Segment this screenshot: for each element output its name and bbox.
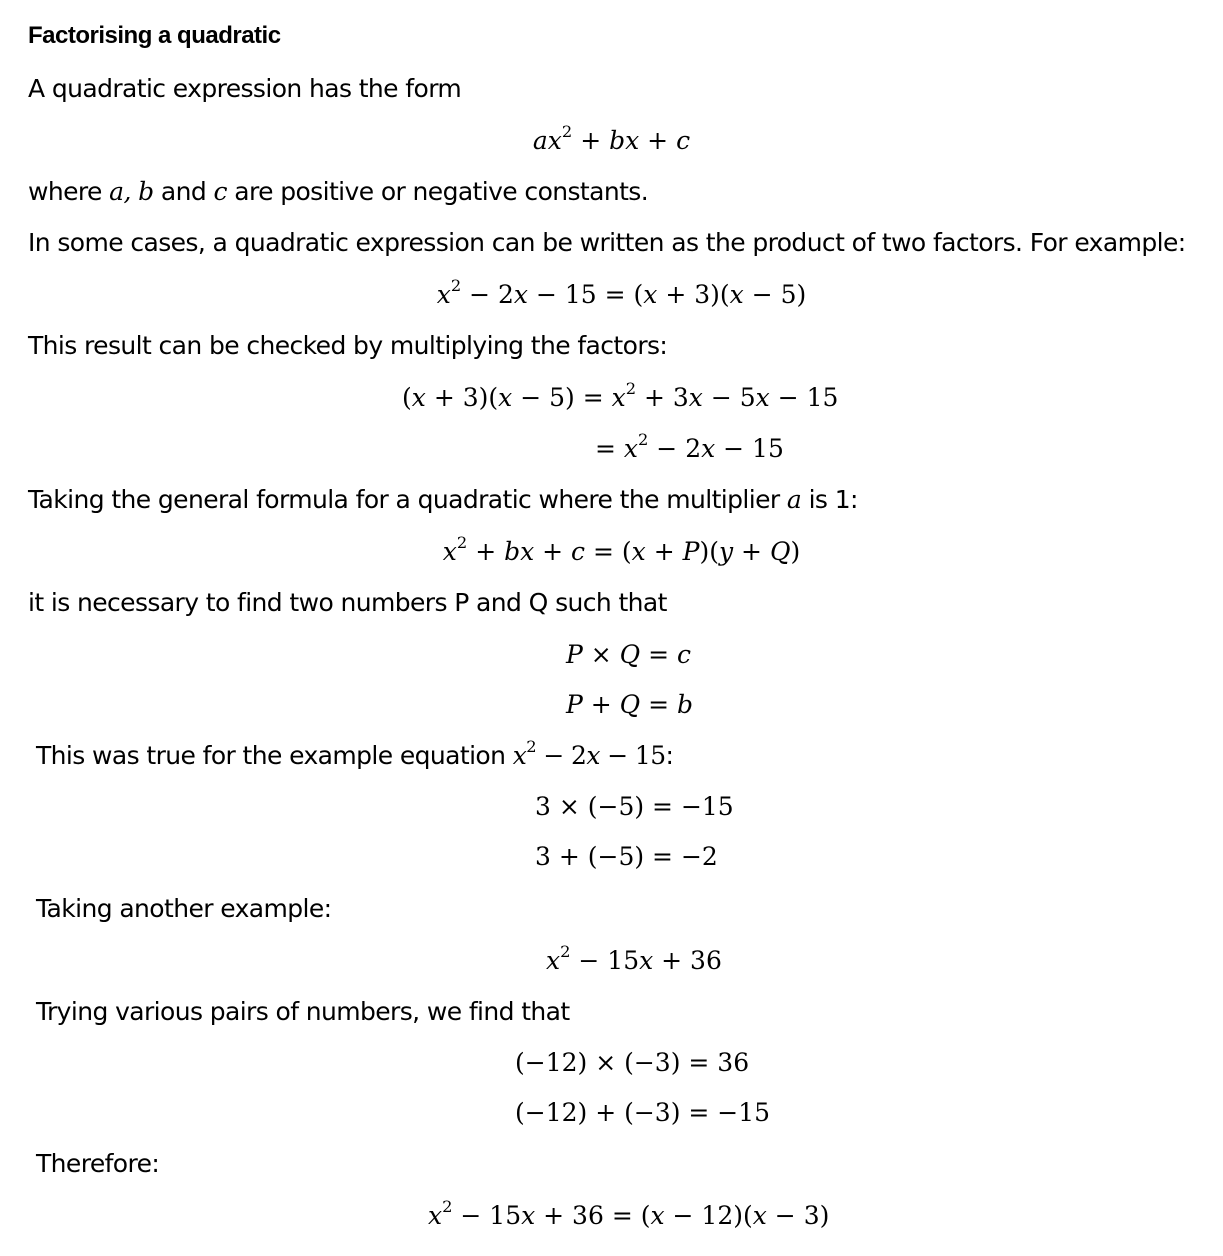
paragraph-example-true (36, 737, 674, 770)
math-term: − 15 (599, 741, 666, 770)
paragraph-intro: A quadratic expression has the form (28, 74, 462, 103)
equation-example-factorised: $x^2 - 2x - 15 = (x + 3)(x - 5)$ (436, 276, 807, 309)
math-var: a (786, 485, 802, 514)
paragraph-check: This result can be checked by multiplying the factors: (28, 331, 668, 360)
math-term: − 2 (535, 741, 587, 770)
equation-sum-rule: P + Q = b (566, 690, 694, 719)
equation-check-line2: = $x^2 - 2x - 15$ (595, 430, 784, 463)
math-var: c (213, 177, 227, 206)
paragraph-constants (28, 177, 648, 206)
equation-product-rule: P × Q = c (566, 640, 692, 669)
paragraph-trying-pairs: Trying various pairs of numbers, we find that (36, 997, 570, 1026)
page-title: Factorising a quadratic (28, 22, 281, 49)
equation-general-form: $ax^2$ + bx + c (532, 122, 691, 155)
paragraph-therefore: Therefore: (36, 1149, 160, 1178)
inline-equation: $x^2 - 2x - 15$ (512, 737, 666, 770)
text: and (153, 177, 214, 206)
paragraph-general-formula (28, 485, 858, 514)
paragraph-product-factors: In some cases, a quadratic expression can be written as the product of two factors. For example: (28, 228, 1186, 257)
text: is 1: (801, 485, 858, 514)
equation-check-sum: 3 + (−5) = −2 (535, 842, 718, 871)
text: : (665, 741, 674, 770)
equation-general-factor: $x^2$ + bx + c = (x + P)(y + Q) (442, 533, 801, 566)
math-vars: a, b (109, 177, 154, 206)
text: where (28, 177, 110, 206)
equation-second-product: (−12) × (−3) = 36 (515, 1048, 750, 1077)
text: are positive or negative constants. (226, 177, 649, 206)
math-var: x (586, 741, 600, 770)
equation-second-example: $x^2 - 15x + 36$ (546, 942, 722, 975)
paragraph-find-numbers: it is necessary to find two numbers P and Q such that (28, 588, 667, 617)
equation-second-result: $x^2 - 15x + 36 = (x - 12)(x - 3)$ (428, 1197, 830, 1230)
math-var: x (512, 741, 527, 770)
paragraph-another-example: Taking another example: (36, 894, 332, 923)
text: Taking the general formula for a quadratic where the multiplier (28, 485, 787, 514)
equation-check-line1: $(x + 3)(x - 5) = x^2 + 3x - 5x - 15$ (402, 379, 839, 412)
equation-second-sum: (−12) + (−3) = −15 (515, 1098, 771, 1127)
equation-check-product: 3 × (−5) = −15 (535, 792, 734, 821)
text: This was true for the example equation (36, 741, 513, 770)
